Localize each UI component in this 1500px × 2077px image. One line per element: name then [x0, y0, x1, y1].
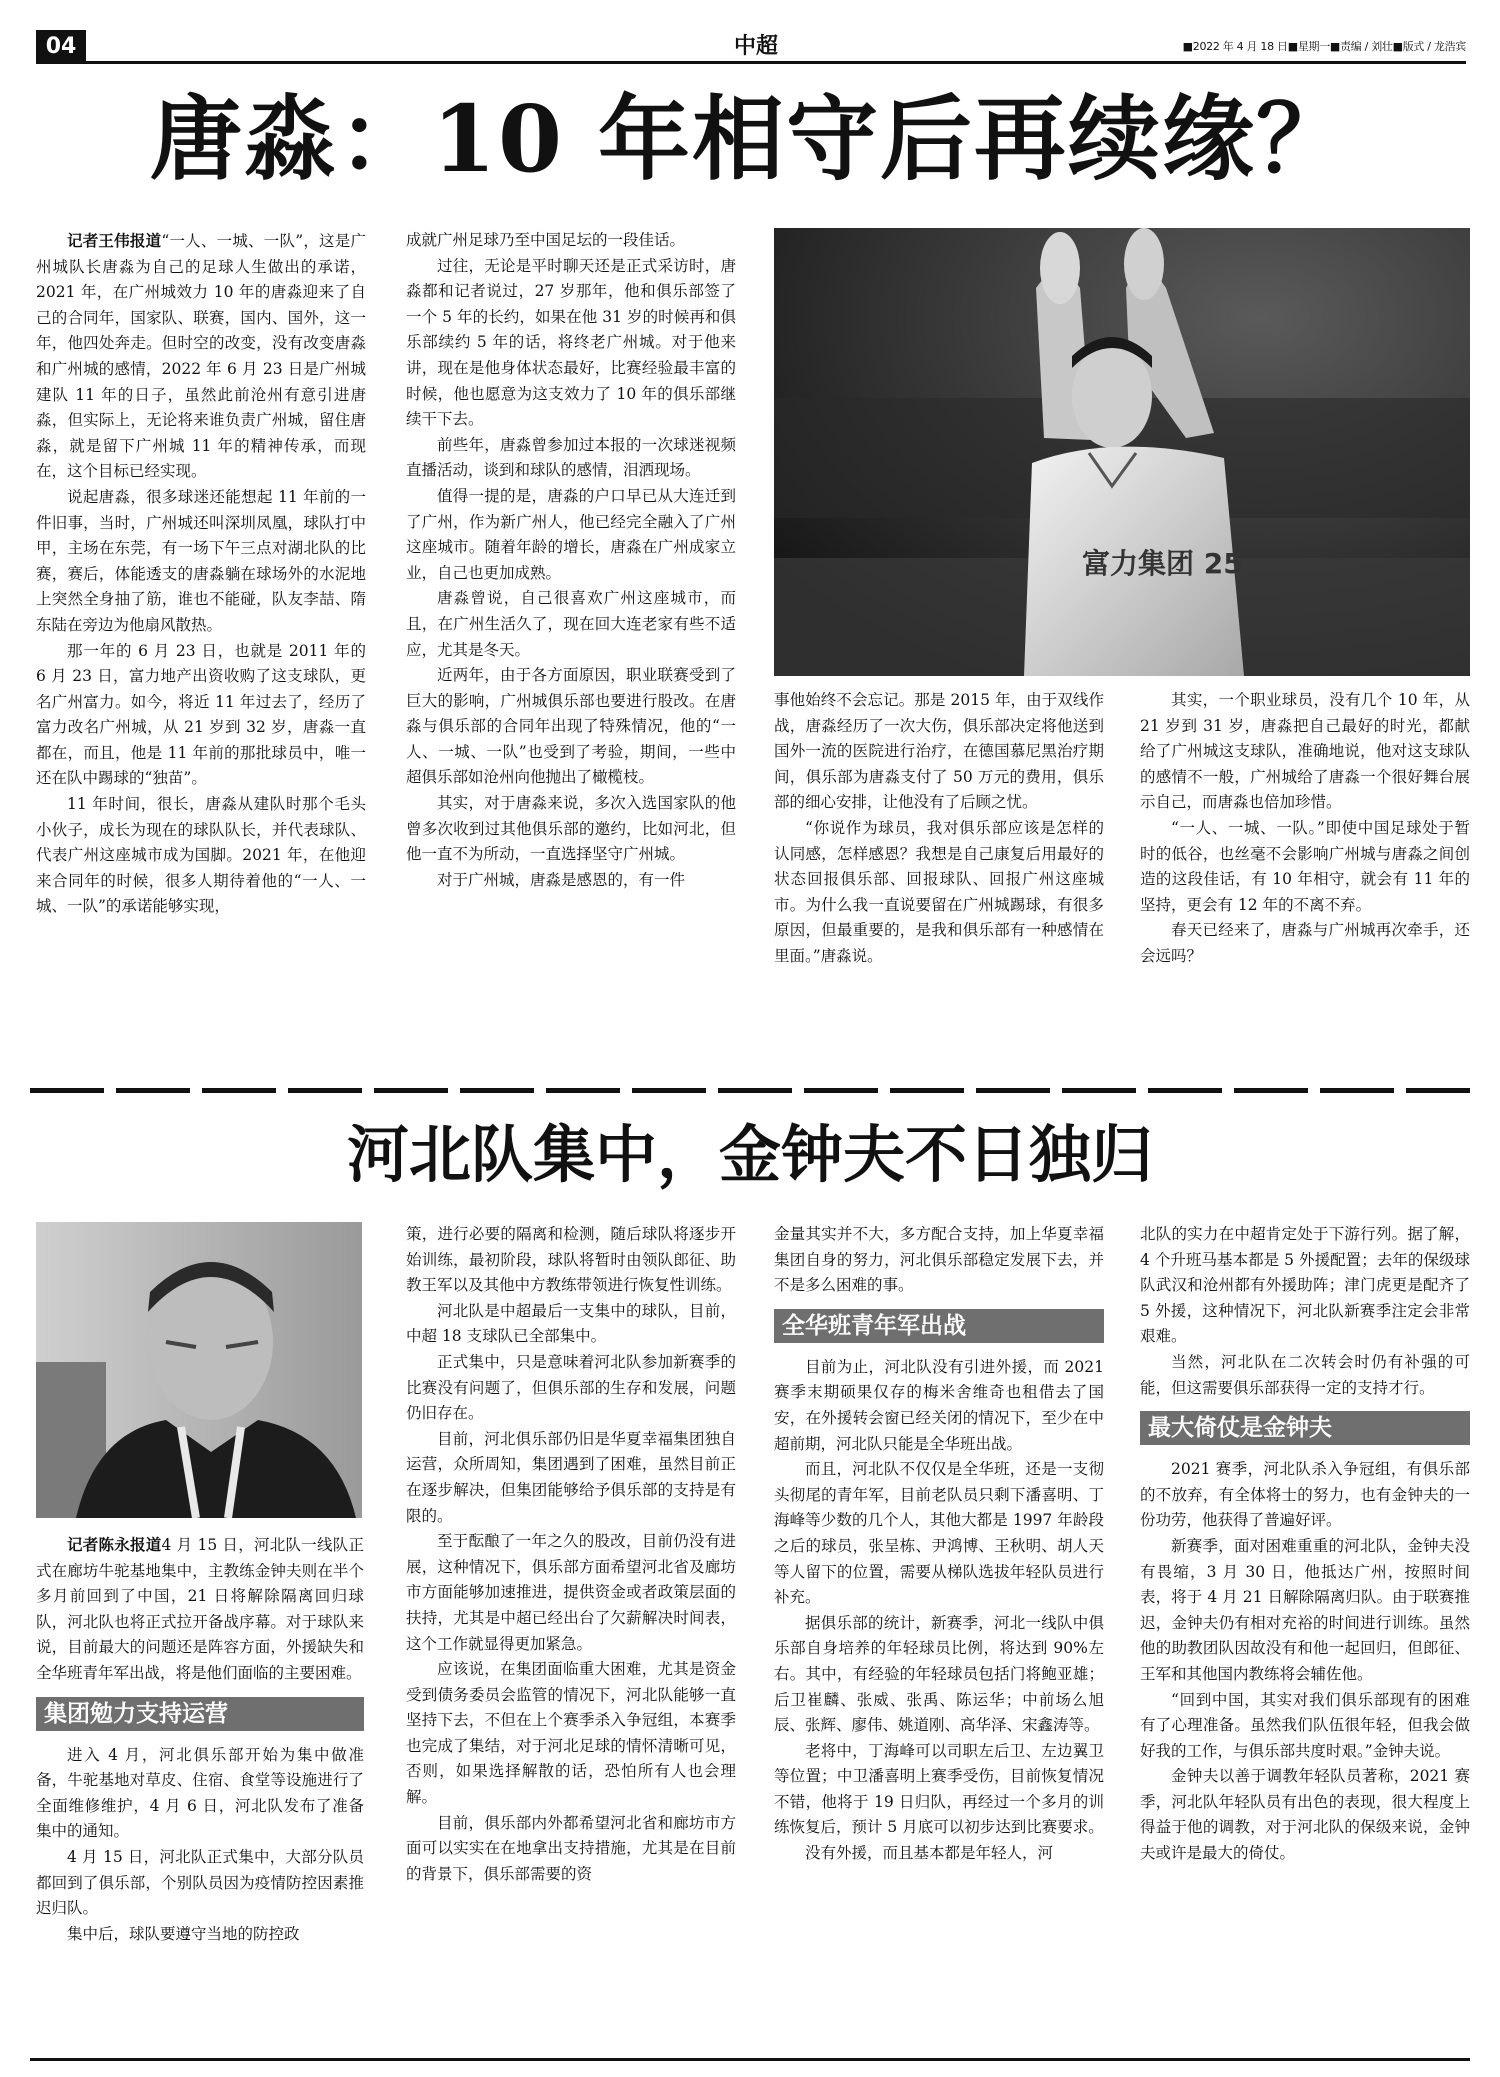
- a2-col3: [774, 1222, 1104, 2052]
- paragraph: 值得一提的是，唐淼的户口早已从大连迁到了广州，作为新广州人，他已经完全融入了广州这座城市。随着年龄的增长，唐淼在广州成家立业，自己也更加成熟。: [406, 486, 736, 582]
- a1-col1: [36, 228, 366, 1068]
- a2-byline: 记者陈永报道: [67, 1535, 162, 1554]
- photo-tang-miao: [774, 228, 1470, 676]
- section-divider: [30, 1088, 1470, 1093]
- paragraph: 其实，一个职业球员，没有几个 10 年，从 21 岁到 31 岁，唐淼把自己最好的时光，都献给了广州城这支球队，准确地说，他对这支球队的感情不一般，广州城给了唐淼一个很好舞台展示自己，而唐淼也倍加珍惜。: [1140, 691, 1470, 812]
- a1-col4: [1140, 688, 1470, 1068]
- paragraph: 正式集中，只是意味着河北队参加新赛季的比赛没有问题了，但俱乐部的生存和发展，问题仍旧存在。: [406, 1352, 736, 1423]
- a2-col4: [1140, 1222, 1470, 2052]
- paragraph: 北队的实力在中超肯定处于下游行列。据了解，4 个升班马基本都是 5 外援配置；去年的保级球队武汉和沧州都有外援助阵；津门虎更是配齐了 5 外援，这种情况下，河北队新赛季注定会非常艰难。: [1140, 1225, 1470, 1346]
- photo-kim-jong-boo: [36, 1222, 362, 1518]
- page-number: 04: [36, 30, 86, 64]
- kim-photo-svg: [36, 1222, 362, 1518]
- paragraph: 老将中，丁海峰可以司职左后卫、左边翼卫等位置；中卫潘喜明上赛季受伤，目前恢复情况不错，他将于 19 日归队，再经过一个多月的训练恢复后，预计 5 月底可以初步达到比赛要求。: [774, 1741, 1104, 1837]
- paragraph: 近两年，由于各方面原因，职业联赛受到了巨大的影响，广州城俱乐部也要进行股改。在唐淼与俱乐部的合同年出现了特殊情况，他的“一人、一城、一队”也受到了考验，期间，一些中超俱乐部如沧州向他抛出了橄榄枝。: [406, 666, 736, 787]
- headline-2: 河北队集中，金钟夫不日独归: [346, 1118, 1153, 1191]
- paragraph: 金钟夫以善于调教年轻队员著称，2021 赛季，河北队年轻队员有出色的表现，很大程度上得益于他的调教，对于河北队的保级来说，金钟夫或许是最大的倚仗。: [1140, 1767, 1470, 1863]
- subhead-kim-reliance: 最大倚仗是金钟夫: [1140, 1411, 1470, 1445]
- jersey-text: 富力集团 25: [1082, 547, 1243, 580]
- paragraph: 2021 赛季，河北队杀入争冠组，有俱乐部的不放弃，有全体将士的努力，也有金钟夫的一份功劳，他获得了普遍好评。: [1140, 1460, 1470, 1530]
- paragraph: 目前，河北俱乐部仍旧是华夏幸福集团独自运营，众所周知，集团遇到了困难，虽然目前正在逐步解决，但集团能够给予俱乐部的支持是有限的。: [406, 1429, 736, 1525]
- paragraph: 春天已经来了，唐淼与广州城再次牵手，还会远吗？: [1140, 921, 1470, 965]
- paragraph: 目前，俱乐部内外都希望河北省和廊坊市方面可以实实在在地拿出支持措施，尤其是在目前的背景下，俱乐部需要的资: [406, 1813, 736, 1883]
- paragraph: 事他始终不会忘记。那是 2015 年，由于双线作战，唐淼经历了一次大伤，俱乐部决定将他送到国外一流的医院进行治疗，在德国慕尼黑治疗期间，俱乐部为唐淼支付了 50 万元的费用，俱乐部的细心安排，让他没有了后顾之忧。: [774, 691, 1104, 812]
- paragraph: 没有外援，而且基本都是年轻人，河: [805, 1844, 1054, 1863]
- a1-byline: 记者王伟报道: [67, 231, 162, 250]
- paragraph: 唐淼曾说，自己很喜欢广州这座城市，而且，在广州生活久了，现在回大连老家有些不适应，尤其是冬天。: [406, 589, 736, 659]
- paragraph: 应该说，在集团面临重大困难，尤其是资金受到债务委员会监管的情况下，河北队能够一直坚持下去，不但在上个赛季杀入争冠组，本赛季也完成了集结，对于河北足球的情怀清晰可见，否则，如果选择解散的话，恐怕所有人也会理解。: [406, 1660, 736, 1807]
- subhead-group-support: 集团勉力支持运营: [36, 1697, 364, 1731]
- a1-col1-p0: 记者王伟报道“一人、一城、一队”，这是广州城队长唐淼为自己的足球人生做出的承诺，2021 年，在广州城效力 10 年的唐淼迎来了自己的合同年，国家队、联赛，国内、国外，这一年，他四处奔走。但时空的改变，没有改变唐淼和广州城的感情，2022 年 6 月 23 日是广州城建队 11 年的日子，虽然此前沧州有意引进唐淼，但实际上，无论将来谁负责广州城，留住唐淼，就是留下广州城 11 年的精神传承，而现在，这个目标已经实现。: [36, 231, 366, 481]
- paragraph: “一人、一城、一队。”即使中国足球处于暂时的低谷，也丝毫不会影响广州城与唐淼之间创造的这段佳话，有 10 年相守，就会有 11 年的坚持，更会有 12 年的不离不弃。: [1140, 818, 1470, 914]
- paragraph: 说起唐淼，很多球迷还能想起 11 年前的一件旧事，当时，广州城还叫深圳凤凰，球队打中甲，主场在东莞，有一场下午三点对湖北队的比赛，赛后，体能透支的唐淼躺在球场外的水泥地上突然全身抽了筋，谁也不能碰，队友李喆、隋东陆在旁边为他扇风散热。: [36, 487, 366, 634]
- paragraph: 那一年的 6 月 23 日，也就是 2011 年的 6 月 23 日，富力地产出资收购了这支球队，更名广州富力。如今，将近 11 年过去了，经历了富力改名广州城，从 21 岁到 32 岁，唐淼一直都在，而且，他是 11 年前的那批球员中，唯一还在队中踢球的“独苗”。: [36, 641, 366, 788]
- paragraph: 新赛季，面对困难重重的河北队，金钟夫没有畏缩，3 月 30 日，他抵达广州，按照时间表，将于 4 月 21 日解除隔离归队。由于联赛推迟，金钟夫仍有相对充裕的时间进行训练。虽然他的助教团队因故没有和他一起回归，但郎征、王军和其他国内教练将会辅佐他。: [1140, 1536, 1470, 1683]
- paragraph: 11 年时间，很长，唐淼从建队时那个毛头小伙子，成长为现在的球队队长，并代表球队、代表广州这座城市成为国脚。2021 年，在他迎来合同年的时候，很多人期待着他的“一人、一城、一队”的承诺能够实现，: [36, 795, 366, 916]
- paragraph: 其实，对于唐淼来说，多次入选国家队的他曾多次收到过其他俱乐部的邀约，比如河北，但他一直不为所动，一直选择坚守广州城。: [406, 794, 736, 864]
- paragraph: 金量其实并不大，多方配合支持，加上华夏幸福集团自身的努力，河北俱乐部稳定发展下去，并不是多么困难的事。: [774, 1225, 1104, 1295]
- paragraph: “你说作为球员，我对俱乐部应该是怎样的认同感，怎样感恩？我想是自己康复后用最好的状态回报俱乐部、回报球队、回报广州这座城市。为什么我一直说要留在广州城踢球，有很多原因，但最重要的，是我和俱乐部有一种感情在里面。”唐淼说。: [774, 818, 1104, 965]
- paragraph: 策，进行必要的隔离和检测，随后球队将逐步开始训练，最初阶段，球队将暂时由领队郎征、助教王军以及其他中方教练带领进行恢复性训练。: [406, 1225, 736, 1295]
- section-title: 中超: [733, 34, 778, 59]
- paragraph: 4 月 15 日，河北队正式集中，大部分队员都回到了俱乐部，个别队员因为疫情防控因素推迟归队。: [36, 1847, 364, 1918]
- a2-col1: [36, 1532, 364, 2052]
- paragraph: 对于广州城，唐淼是感恩的，有一件: [437, 870, 686, 889]
- page-header: [36, 30, 1466, 64]
- bottom-rule: [30, 2058, 1470, 2061]
- paragraph: 进入 4 月，河北俱乐部开始为集中做准备，牛驼基地对草皮、住宿、食堂等设施进行了全面维修维护，4 月 6 日，河北队发布了准备集中的通知。: [36, 1745, 364, 1841]
- a1-col2: [406, 228, 736, 1068]
- paragraph: 过往，无论是平时聊天还是正式采访时，唐淼都和记者说过，27 岁那年，他和俱乐部签了一个 5 年的长约，如果在他 31 岁的时候再和俱乐部续约 5 年的话，将终老广州城。对于他来讲，现在是他身体状态最好，比赛经验最丰富的时候，他也愿意为这支效力了 10 年的俱乐部继续干下去。: [406, 256, 736, 429]
- paragraph: 前些年，唐淼曾参加过本报的一次球迷视频直播活动，谈到和球队的感情，泪洒现场。: [406, 435, 736, 480]
- paragraph: 集中后，球队要遵守当地的防控政: [67, 1924, 300, 1943]
- paragraph: 目前为止，河北队没有引进外援，而 2021 赛季末期硕果仅存的梅米舍维奇也租借去了国安，在外援转会窗已经关闭的情况下，至少在中超前期，河北队只能是全华班出战。: [774, 1357, 1104, 1453]
- paragraph: 成就广州足球乃至中国足坛的一段佳话。: [406, 231, 686, 249]
- a1-col3: [774, 688, 1104, 1068]
- paragraph: “回到中国，其实对我们俱乐部现有的困难有了心理准备。虽然我们队伍很年轻，但我会做好我的工作，与俱乐部共度时艰。”金钟夫说。: [1140, 1690, 1470, 1760]
- subhead-youth-squad: 全华班青年军出战: [774, 1309, 1104, 1343]
- headline-1: 唐淼：10 年相守后再续缘？: [149, 85, 1351, 193]
- a2-col2: [406, 1222, 736, 2052]
- issue-info: ■2022 年 4 月 18 日■星期一■责编 / 刘壮■版式 / 龙浩宾: [1182, 40, 1466, 53]
- tang-miao-photo-svg: [774, 228, 1470, 676]
- paragraph: 当然，河北队在二次转会时仍有补强的可能，但这需要俱乐部获得一定的支持才行。: [1140, 1352, 1470, 1397]
- paragraph: 而且，河北队不仅仅是全华班，还是一支彻头彻尾的青年军，目前老队员只剩下潘喜明、丁海峰等少数的几个人，其他大都是 1997 年龄段之后的球员，张呈栋、尹鸿博、王秋明、胡人天等人留下的位置，需要从梯队选拔年轻队员进行补充。: [774, 1460, 1104, 1607]
- paragraph: 据俱乐部的统计，新赛季，河北一线队中俱乐部自身培养的年轻球员比例，将达到 90%左右。其中，有经验的年轻球员包括门将鲍亚雄；后卫崔麟、张威、张禹、陈运华；中前场么旭辰、张辉、廖伟、姚道刚、高华泽、宋鑫涛等。: [774, 1613, 1104, 1735]
- a2-col1-p0: 记者陈永报道4 月 15 日，河北队一线队正式在廊坊牛驼基地集中，主教练金钟夫则在半个多月前回到了中国，21 日将解除隔离回归球队，河北队也将正式拉开备战序幕。对于球队来说，目前最大的问题还是阵容方面，外援缺失和全华班青年军出战，将是他们面临的主要困难。: [36, 1535, 364, 1682]
- paragraph: 河北队是中超最后一支集中的球队，目前，中超 18 支球队已全部集中。: [406, 1301, 736, 1346]
- paragraph: 至于酝酿了一年之久的股改，目前仍没有进展，这种情况下，俱乐部方面希望河北省及廊坊市方面能够加速推进，提供资金或者政策层面的扶持，尤其是中超已经出台了欠薪解决时间表，这个工作就显得更加紧急。: [406, 1532, 736, 1653]
